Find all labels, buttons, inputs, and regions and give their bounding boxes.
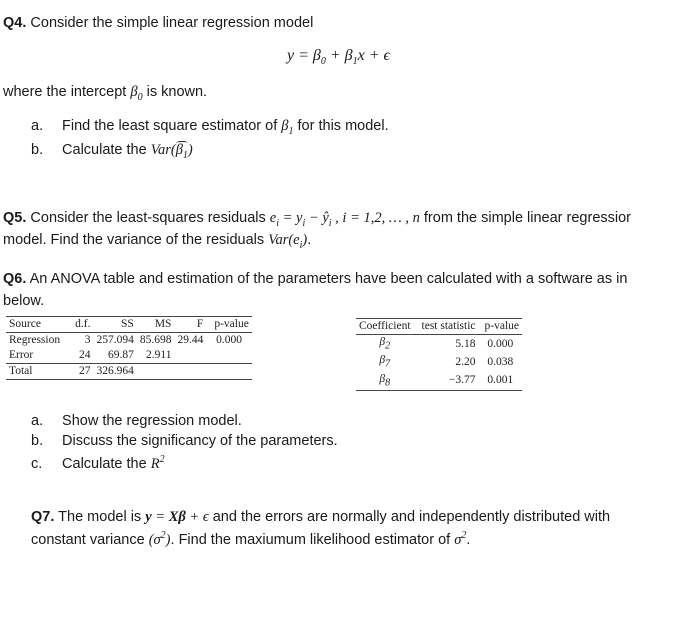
- coef-cell: 0.038: [487, 355, 514, 368]
- q4-b-text: Calculate the: [62, 142, 147, 158]
- q5-text1-tail: from the simple linear regressior: [423, 210, 632, 226]
- table-row: [6, 333, 252, 349]
- q7-line1: Q7. The model is y = Xβ + ϵ and the errors are normally and independently distributed with: [31, 509, 611, 525]
- q6-line2: below.: [3, 293, 45, 309]
- anova-cell: Total: [6, 364, 63, 380]
- q4-known: is known.: [146, 84, 208, 100]
- anova-table: [6, 316, 252, 380]
- anova-header: F: [174, 317, 206, 333]
- coefficient-table: [356, 318, 522, 391]
- q6-item-c: c. Calculate the $R^2$: [31, 454, 165, 472]
- q6-c-marker: c.: [31, 455, 43, 472]
- q4-b-marker: b.: [31, 142, 44, 158]
- table-row: [356, 372, 522, 391]
- q4-where-line: where the intercept $\beta_0$ is known.: [3, 84, 208, 103]
- anova-cell: [206, 348, 251, 364]
- anova-cell: [206, 364, 251, 380]
- q6-line1: [3, 271, 627, 287]
- anova-cell: 3: [84, 334, 91, 346]
- q4-item-b: b. Calculate the $Var(\beta_1)$: [31, 142, 193, 161]
- anova-cell: 326.964: [93, 364, 136, 380]
- q7-line2: constant variance $(\sigma^2)$. Find the maxiumum likelihood estimator of $\sigma^2$.: [31, 530, 471, 548]
- table-row: [6, 348, 252, 364]
- anova-cell: Error: [9, 349, 34, 361]
- q6-item-b: [31, 433, 338, 449]
- q7-text2-post: . Find the maxiumum likelihood estimator of: [170, 531, 451, 548]
- coef-cell: 5.18: [455, 337, 476, 350]
- q6-a-text: Show the regression model.: [62, 413, 242, 429]
- anova-cell: [174, 348, 206, 364]
- anova-cell: 2.911: [146, 349, 172, 361]
- anova-cell: [137, 364, 175, 380]
- anova-cell: 69.87: [107, 349, 134, 361]
- q4-a-tail: for this model.: [297, 118, 389, 134]
- coef-cell: −3.77: [414, 372, 479, 391]
- q4-number: Q4.: [3, 15, 27, 31]
- q7-text1-pre: The model is: [58, 509, 142, 525]
- anova-header: d.f.: [63, 317, 93, 333]
- anova-cell: Regression: [9, 334, 61, 346]
- table-row: [6, 364, 252, 380]
- q4-line: [3, 15, 313, 31]
- coef-cell: 2.20: [455, 355, 476, 368]
- q6-text1: An ANOVA table and estimation of the parameters have been calculated with a software as in: [29, 271, 628, 287]
- coef-cell: 0.000: [487, 337, 514, 350]
- coef-cell: $\beta_7$: [379, 354, 391, 370]
- q5-line1: Q5. Consider the least-squares residuals $e_i = y_i$ − $ŷ_i$ , i = 1,2, … , n from the simple linear regressior: [3, 210, 632, 229]
- q5-line2: model. Find the variance of the residuals $Var(e_i)$.: [3, 232, 312, 251]
- anova-header: p-value: [206, 317, 251, 333]
- q6-number: Q6.: [3, 271, 27, 287]
- q4-a-marker: a.: [31, 118, 44, 134]
- q6-c-text: Calculate the: [62, 455, 147, 472]
- q6-b-text: Discuss the significancy of the parameters.: [62, 433, 338, 449]
- q7-text2-pre: constant variance: [31, 531, 145, 548]
- q4-equation: $y = \beta_0 + \beta_1x + \epsilon$: [287, 47, 390, 68]
- coef-cell: 0.001: [479, 372, 522, 391]
- anova-cell: 29.44: [177, 334, 204, 346]
- anova-header: SS: [93, 317, 136, 333]
- anova-header: MS: [137, 317, 175, 333]
- anova-cell: 0.000: [216, 334, 242, 346]
- coef-header: Coefficient: [356, 319, 414, 335]
- q6-b-marker: b.: [31, 433, 44, 449]
- table-row: [356, 353, 522, 371]
- anova-cell: 257.094: [96, 334, 134, 346]
- coef-cell: $\beta_2$: [379, 336, 391, 352]
- q5-text2: model. Find the variance of the residuals: [3, 232, 265, 248]
- q4-where: where the intercept: [3, 84, 127, 100]
- q6-a-marker: a.: [31, 413, 44, 429]
- anova-cell: 27: [63, 364, 93, 380]
- anova-cell: 24: [78, 349, 91, 361]
- coef-header: test statistic: [414, 319, 479, 335]
- coef-header: p-value: [479, 319, 522, 335]
- q5-number: Q5.: [3, 210, 27, 226]
- coef-cell: $\beta_8$: [356, 372, 414, 391]
- q5-text1: Consider the least-squares residuals: [30, 210, 266, 226]
- q7-text1-post: and the errors are normally and independently distributed with: [212, 509, 611, 525]
- anova-header: Source: [6, 317, 63, 333]
- q4-a-text: Find the least square estimator of: [62, 118, 278, 134]
- q6-item-a: [31, 413, 242, 429]
- q4-text: Consider the simple linear regression model: [30, 15, 314, 31]
- table-row: [356, 335, 522, 354]
- q4-item-a: a. Find the least square estimator of $\beta_1$ for this model.: [31, 118, 389, 137]
- anova-cell: [174, 364, 206, 380]
- anova-cell: 85.698: [139, 334, 172, 346]
- q7-number: Q7.: [31, 509, 55, 525]
